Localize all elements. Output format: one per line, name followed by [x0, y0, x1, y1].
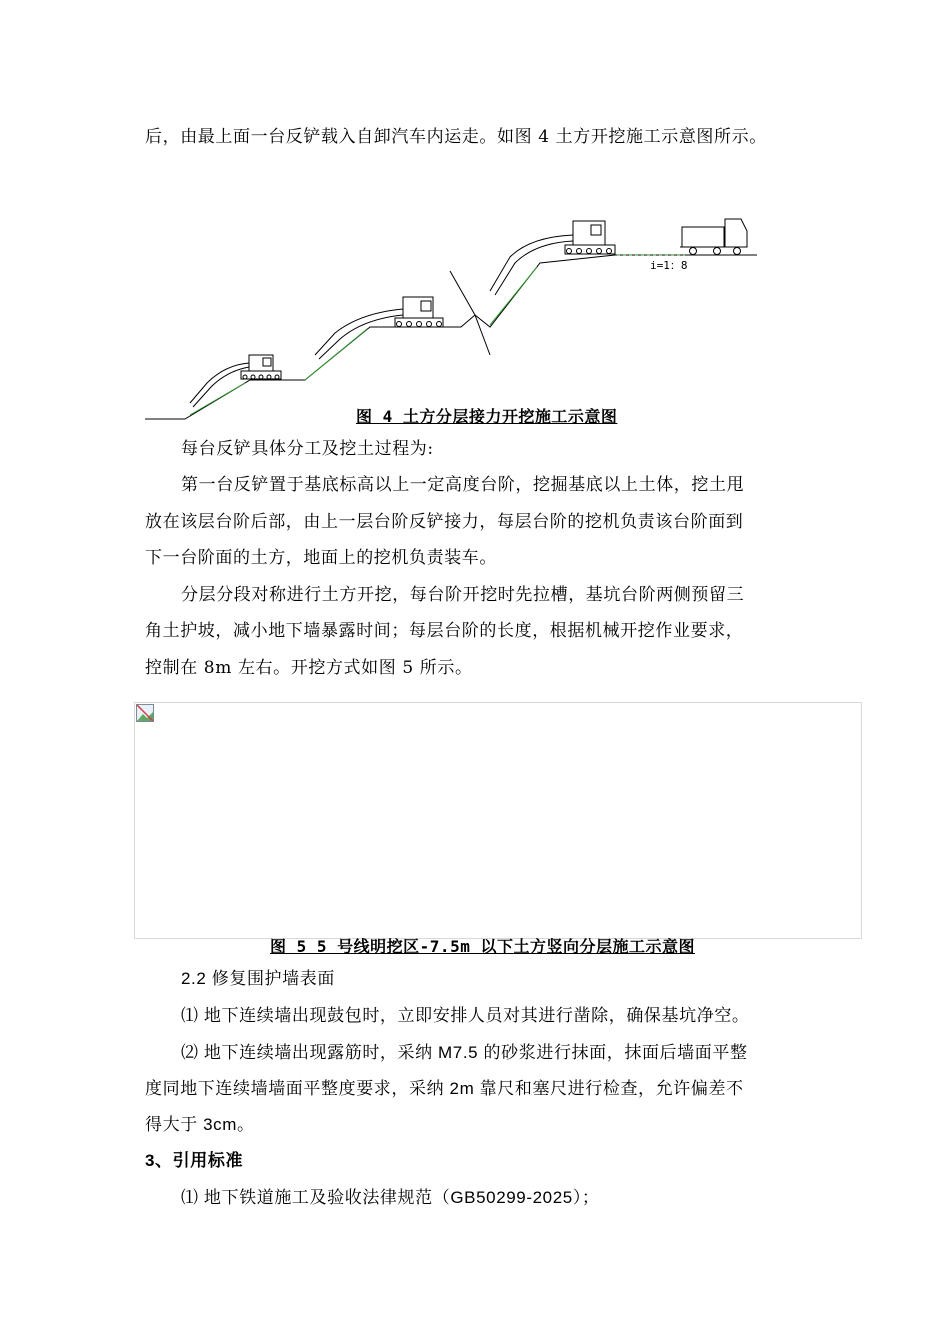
- excavator-icon: [190, 355, 281, 407]
- paragraph-text: 每台反铲具体分工及挖土过程为:: [181, 439, 434, 459]
- excavator-icon: [490, 221, 615, 295]
- list-item: 度同地下连续墙墙面平整度要求，采纳 2m 靠尺和塞尺进行检查，允许偏差不: [145, 1079, 744, 1098]
- list-item: ⑵ 地下连续墙出现露筋时，采纳 M7.5 的砂浆进行抹面，抹面后墙面平整: [181, 1043, 748, 1062]
- break-mark: [450, 271, 490, 355]
- reference-item: ⑴ 地下铁道施工及验收法律规范（GB50299-2025）；: [181, 1188, 600, 1207]
- slope-label: i=1：8: [650, 259, 688, 272]
- figure-4-caption: 图 4 土方分层接力开挖施工示意图: [356, 407, 618, 426]
- paragraph-text: 放在该层台阶后部，由上一层台阶反铲接力，每层台阶的挖机负责该台阶面到: [145, 512, 744, 532]
- paragraph-text: 下一台阶面的土方，地面上的挖机负责装车。: [145, 548, 497, 568]
- paragraph-text: 控制在 8m 左右。开挖方式如图 5 所示。: [145, 658, 473, 678]
- terrace-profile: [145, 255, 757, 419]
- list-item: 得大于 3cm。: [145, 1115, 255, 1134]
- broken-image-icon: [136, 704, 154, 722]
- figure-5-image-frame: [134, 702, 862, 939]
- section-heading: 3、引用标准: [145, 1151, 244, 1170]
- paragraph-text: 角土护坡，减小地下墙暴露时间；每层台阶的长度，根据机械开挖作业要求，: [145, 621, 744, 641]
- figure-5-caption: 图 5 5 号线明挖区-7.5m 以下土方竖向分层施工示意图: [270, 937, 695, 956]
- paragraph-text: 第一台反铲置于基底标高以上一定高度台阶，挖掘基底以上土体，挖土甩: [181, 475, 745, 495]
- list-item: ⑴ 地下连续墙出现鼓包时，立即安排人员对其进行凿除，确保基坑净空。: [181, 1006, 750, 1025]
- section-heading: 2.2 修复围护墙表面: [181, 969, 335, 988]
- dump-truck-icon: [680, 219, 747, 255]
- paragraph-text: 后，由最上面一台反铲载入自卸汽车内运走。如图 4 土方开挖施工示意图所示。: [145, 127, 767, 147]
- excavator-icon: [315, 297, 443, 359]
- excavation-diagram: [145, 205, 765, 420]
- paragraph-text: 分层分段对称进行土方开挖，每台阶开挖时先拉槽，基坑台阶两侧预留三: [181, 585, 745, 605]
